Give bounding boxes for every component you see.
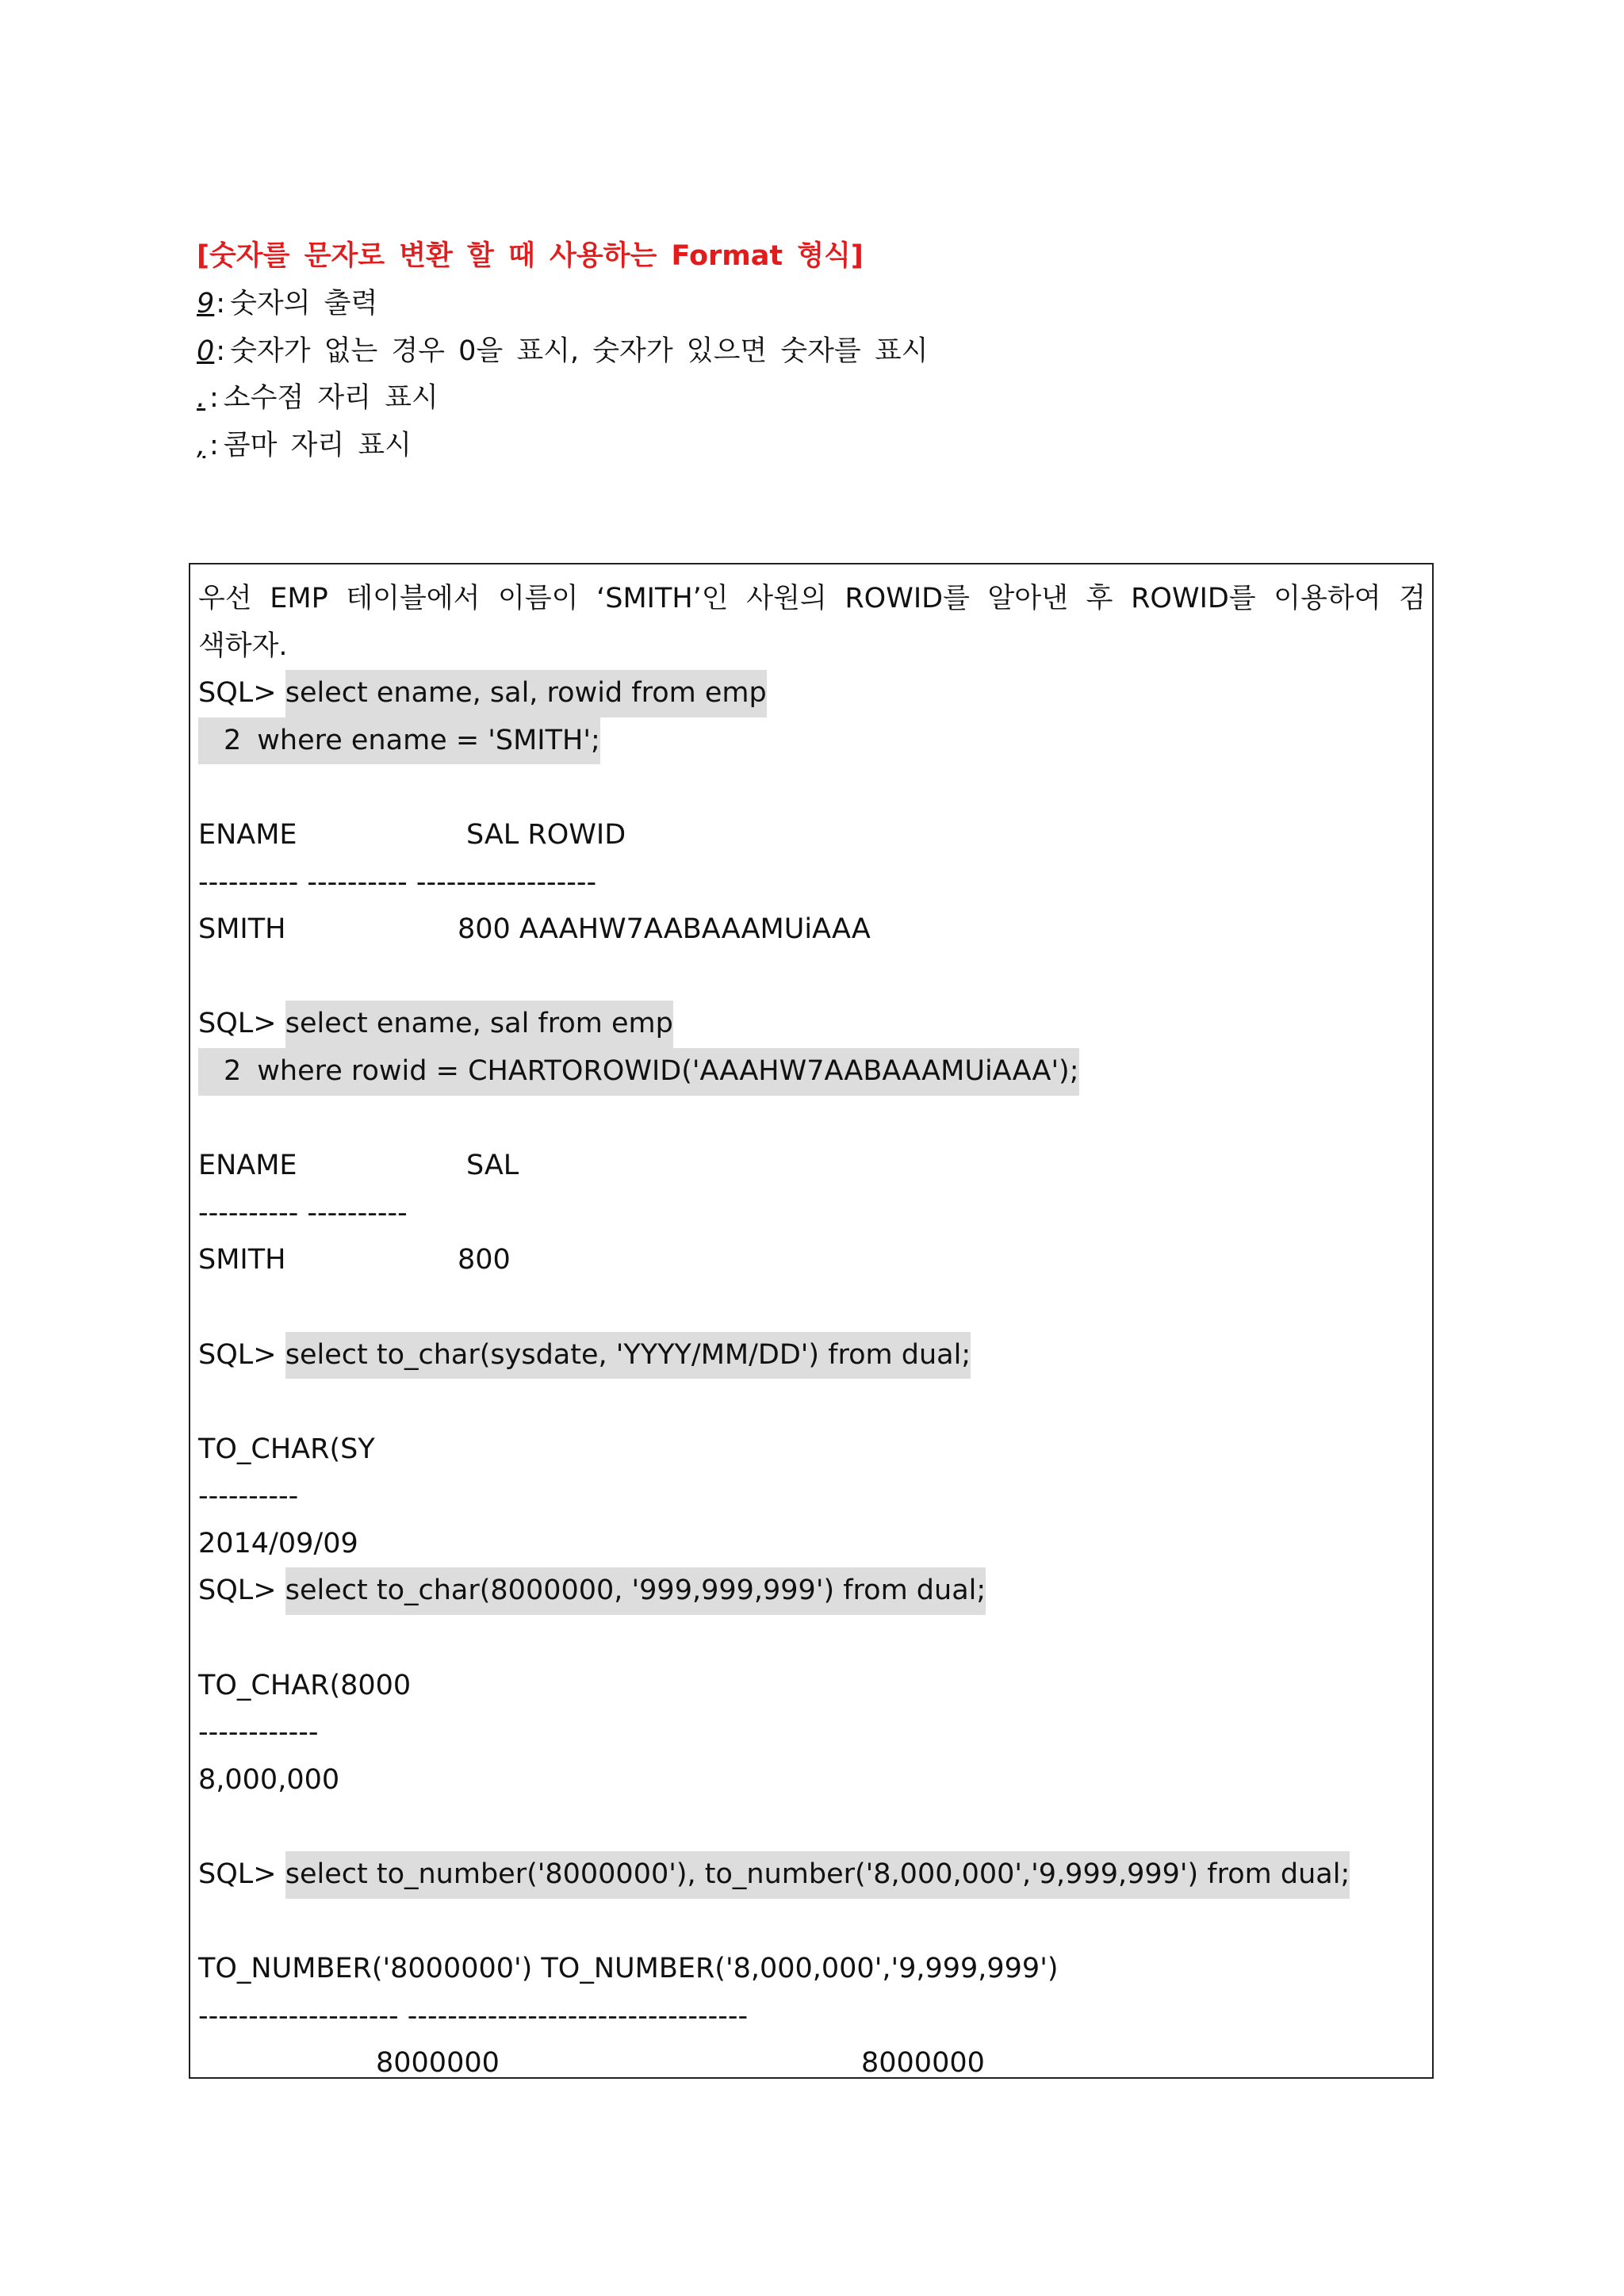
format-item-comma [197,426,929,473]
blank-line [198,764,1426,812]
sql-query: where rowid = CHARTOROWID('AAAHW7AABAAAMUiAAA'); [257,1054,1079,1087]
line-number: 2 [224,1054,242,1087]
sql-query: where ename = 'SMITH'; [257,724,600,756]
sql-prompt: SQL> [198,1008,277,1040]
sql-prompt: SQL> [198,677,277,710]
result-row: 8,000,000 [198,1763,340,1796]
result-divider: ---------- ---------- [198,1196,408,1229]
sql-query: select to_char(sysdate, 'YYYY/MM/DD') from dual; [285,1332,971,1380]
result-cell: SMITH [198,1244,286,1276]
sql-example-content [198,576,1426,2087]
result-divider: ---------- [198,1480,299,1513]
result-cell: 800 AAAHW7AABAAAMUiAAA [458,913,871,946]
result-row [198,906,1426,954]
sql-example-box [189,563,1434,2079]
separator: : [216,335,226,367]
blank-line [198,1379,1426,1426]
result-header [198,812,1426,859]
format-desc: 콤마 자리 표시 [223,429,412,461]
sql-line [198,1851,1426,1899]
line-number: 2 [224,724,242,756]
format-item-0 [197,331,929,379]
result-cell: 8000000 [861,2047,985,2080]
sql-prompt: SQL> [198,1575,277,1607]
sql-line [198,1001,1426,1048]
blank-line [198,1615,1426,1663]
separator: : [209,382,219,414]
format-item-dot [197,378,929,426]
format-desc: 숫자가 없는 경우 0을 표시, 숫자가 있으면 숫자를 표시 [230,335,929,367]
result-divider: -------------------- ---------------------------------- [198,1999,749,2032]
sql-query: select ename, sal from emp [285,1001,673,1048]
column-header: ENAME [198,818,297,851]
blank-line [198,1899,1426,1946]
result-divider: ------------ [198,1716,319,1749]
result-row [198,1237,1426,1284]
sql-line [198,1048,1426,1096]
result-divider: ---------- ---------- ------------------ [198,866,597,898]
sql-line [198,1332,1426,1380]
format-list [197,284,929,473]
section-heading: [숫자를 문자로 변환 할 때 사용하는 Format 형식] [197,240,864,272]
result-header [198,1142,1426,1190]
format-item-9 [197,284,929,331]
format-desc: 숫자의 출력 [230,288,378,320]
result-cell: SMITH [198,913,286,946]
format-symbol: 9 [197,288,215,320]
sql-continuation [198,718,600,765]
sql-query: select to_char(8000000, '999,999,999') from dual; [285,1567,986,1615]
result-header: TO_NUMBER('8000000') TO_NUMBER('8,000,000','9,999,999') [198,1953,1059,1985]
column-header: ENAME [198,1150,297,1182]
sql-prompt: SQL> [198,1338,277,1371]
result-header: TO_CHAR(SY [198,1433,375,1465]
result-cell: 800 [458,1244,511,1276]
sql-query: select ename, sal, rowid from emp [285,670,767,718]
format-desc: 소수점 자리 표시 [223,382,439,414]
sql-line [198,718,1426,765]
sql-prompt: SQL> [198,1858,277,1891]
result-header: TO_CHAR(8000 [198,1669,412,1701]
sql-query: select to_number('8000000'), to_number('8,000,000','9,999,999') from dual; [285,1851,1350,1899]
blank-line [198,1284,1426,1332]
format-symbol: 0 [197,335,215,367]
sql-line [198,1567,1426,1615]
blank-line [198,954,1426,1001]
result-row [198,2040,1426,2087]
intro-paragraph: 우선 EMP 테이블에서 이름이 ‘SMITH’인 사원의 ROWID를 알아낸 후 ROWID를 이용하여 검색하자. [198,583,1426,662]
result-cell: 8000000 [376,2047,500,2080]
sql-line [198,670,1426,718]
separator: : [216,288,226,320]
format-symbol: , [197,429,206,461]
blank-line [198,1804,1426,1851]
result-row: 2014/09/09 [198,1527,358,1559]
blank-line [198,1096,1426,1143]
separator: : [209,429,219,461]
column-header: SAL ROWID [466,818,626,851]
column-header: SAL [466,1150,519,1182]
sql-continuation [198,1048,1079,1096]
format-symbol: . [197,382,206,414]
